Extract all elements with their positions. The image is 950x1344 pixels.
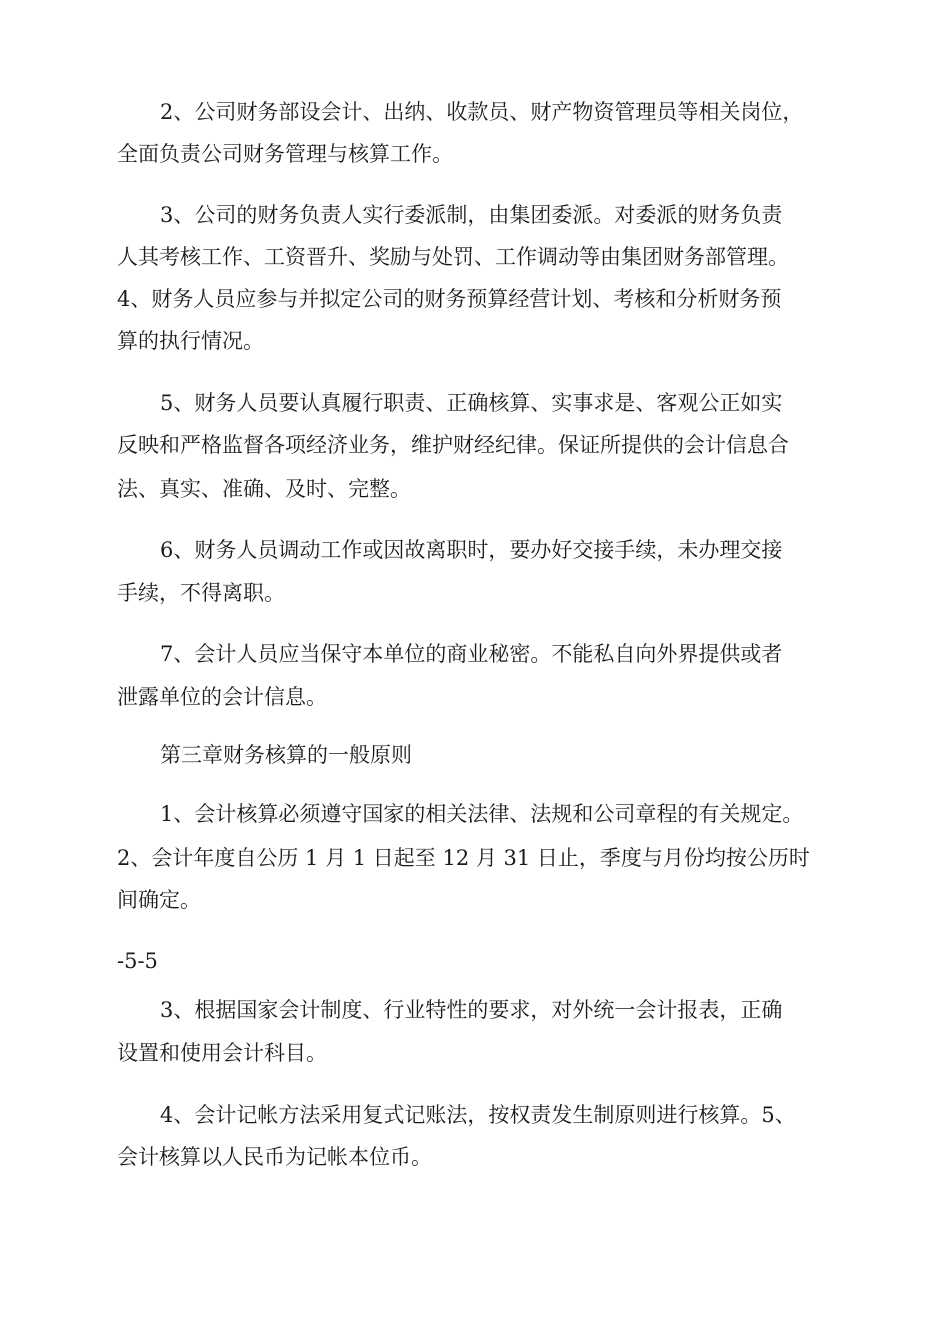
paragraph-6-line-2: 手续，不得离职。 xyxy=(117,581,285,605)
page-marker: -5-5 xyxy=(117,949,158,973)
paragraph-5-line-3: 法、真实、准确、及时、完整。 xyxy=(117,477,411,501)
principle-3-line-2: 设置和使用会计科目。 xyxy=(117,1041,327,1065)
paragraph-2-line-2: 全面负责公司财务管理与核算工作。 xyxy=(117,142,453,166)
paragraph-2-line-1: 2、公司财务部设会计、出纳、收款员、财产物资管理员等相关岗位， xyxy=(160,100,804,124)
principle-4-line-1: 4、会计记帐方法采用复式记账法，按权责发生制原则进行核算。5、 xyxy=(160,1103,796,1127)
principle-5-line-1: 会计核算以人民币为记帐本位币。 xyxy=(117,1145,432,1169)
paragraph-7-line-2: 泄露单位的会计信息。 xyxy=(117,685,327,709)
principle-3-line-1: 3、根据国家会计制度、行业特性的要求，对外统一会计报表，正确 xyxy=(160,998,783,1022)
paragraph-3-line-2: 人其考核工作、工资晋升、奖励与处罚、工作调动等由集团财务部管理。 xyxy=(117,245,789,269)
principle-2-line-1: 2、会计年度自公历 1 月 1 日起至 12 月 31 日止，季度与月份均按公历时 xyxy=(117,846,810,870)
paragraph-6-line-1: 6、财务人员调动工作或因故离职时，要办好交接手续，未办理交接 xyxy=(160,538,783,562)
paragraph-5-line-2: 反映和严格监督各项经济业务，维护财经纪律。保证所提供的会计信息合 xyxy=(117,433,789,457)
paragraph-4-line-1: 4、财务人员应参与并拟定公司的财务预算经营计划、考核和分析财务预 xyxy=(117,287,782,311)
paragraph-4-line-2: 算的执行情况。 xyxy=(117,329,264,353)
paragraph-5-line-1: 5、财务人员要认真履行职责、正确核算、实事求是、客观公正如实 xyxy=(160,391,783,415)
paragraph-3-line-1: 3、公司的财务负责人实行委派制，由集团委派。对委派的财务负责 xyxy=(160,203,783,227)
paragraph-7-line-1: 7、会计人员应当保守本单位的商业秘密。不能私自向外界提供或者 xyxy=(160,642,783,666)
principle-2-line-2: 间确定。 xyxy=(117,888,201,912)
chapter-heading: 第三章财务核算的一般原则 xyxy=(160,743,412,767)
principle-1-line-1: 1、会计核算必须遵守国家的相关法律、法规和公司章程的有关规定。 xyxy=(160,802,804,826)
